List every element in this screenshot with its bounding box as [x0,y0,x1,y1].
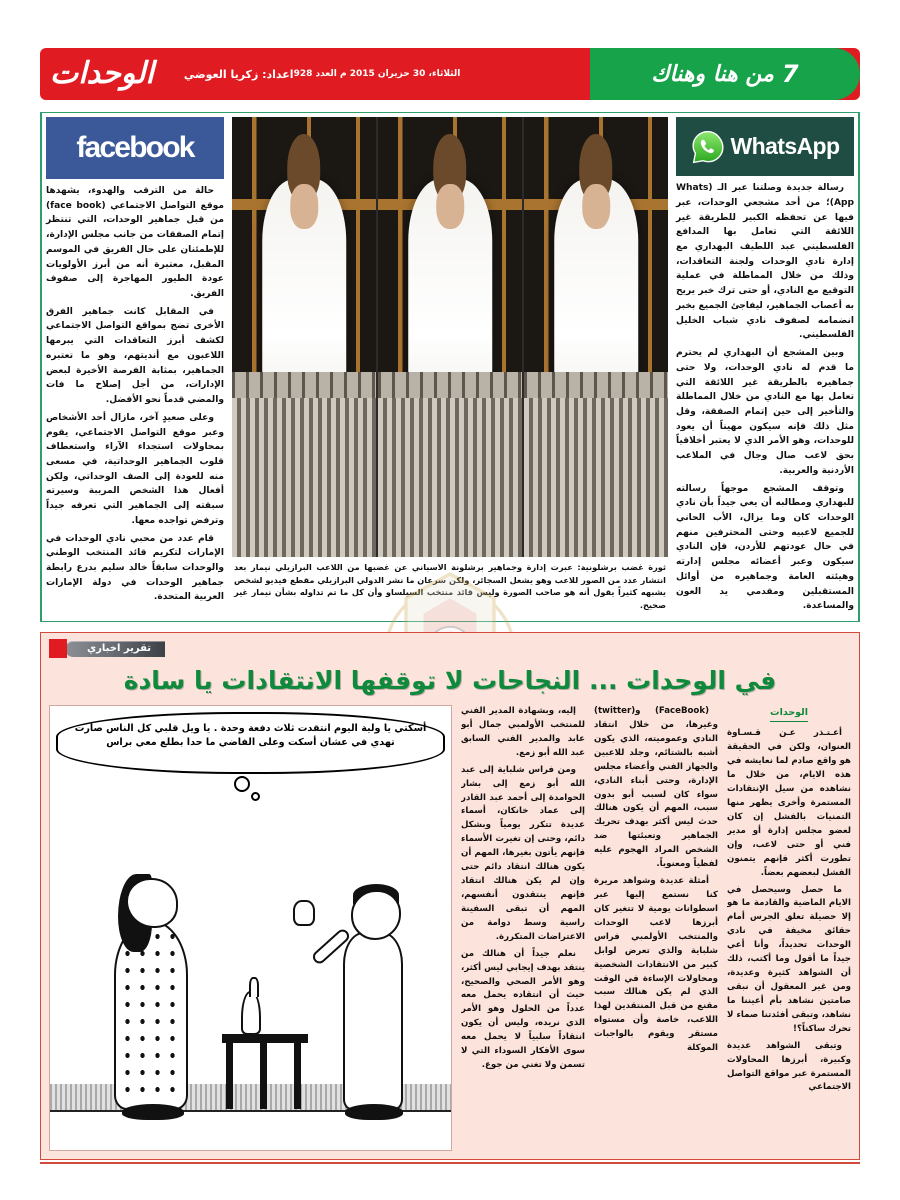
bottom-rule [40,1162,860,1164]
table-leg [226,1043,233,1109]
report-columns [49,705,851,1151]
table-leg [260,1043,267,1109]
photo-panel-2 [378,117,522,557]
masthead-byline: اعداد: زكريا العوضي [183,67,294,81]
facebook-body [46,184,224,608]
table-leg [294,1043,301,1109]
whatsapp-icon [691,130,725,164]
cartoon-man-shoes [345,1104,403,1120]
paragraph: حالة من الترقب والهدوء، يشهدها موقع التواصل الاجتماعي (face book) من قبل جماهير الوحدات، التي تنتظر إتمام الصفقات من جانب مجلس الإدارة، للإطمئنان على حال الفريق في الموسم المقبل، معتبرة أنه من أبرز الأولويات عودة الطيور المهاجرة إلى صفوف الفريق. [46,186,224,300]
whatsapp-logo-box [676,117,854,176]
paragraph: وبين المشجع أن البهداري لم يحترم ما قدم له نادي الوحدات، ولا حتى جماهيره بالطريقة غير اللائقة التي تعامل بها مع النادي من خلال المماطلة والتأخير إلى حين إتمام الصفقة، وقل مثل ذلك فإنه سيكون مهيناً أن يعود للوحدات، وهو الأمر الذي لا يعتبر أخلاقياً بحق لاعب صال وجال في الملاعب الأردنية والعربية. [676,348,854,476]
balcony-railing [378,372,522,557]
cartoon-man-arm [310,927,351,966]
whatsapp-body [676,181,854,617]
report-column-1 [727,705,851,1151]
paragraph: وتبقى الشواهد عديدة وكبيرة، أبرزها المحاولات المستمرة عبر مواقع التواصل الاجتماعي [727,1040,851,1093]
badge-red-cap [49,639,67,658]
publication-title: الوحدات [50,56,154,91]
cartoon-man-hand [293,900,315,926]
report-section [40,632,860,1160]
cartoon-bottle [241,991,261,1035]
cartoon-speech-bubble: أسكتي يا ولية اليوم انتقدت ثلاث دفعة وحدة . يا ويل قلبي كل الناس صارت تهدي في عشان أسكت وعلى الفاضي ما حدا بطلع معي براس [56,712,445,774]
section-tag [590,48,860,100]
cartoon-woman-dress-dots [120,928,182,1098]
photo-panel-1 [524,117,668,557]
cartoon-man-figure [343,932,403,1110]
photo-block [228,113,672,621]
paragraph: وعلى صعيدٍ آخر، مازال أحد الأشخاص وعبر موقع التواصل الاجتماعي، يقوم بمحاولات استجداء الآراء واستعطاف قلوب الجماهير الوحداتية، في مسعى منه للعودة إلى الصف الوحداتي، ولكن أفعال هذا الشخص المريبة وسيرته سبقته إلى الجماهير التي تعرفه جيداً وترفض تواجده معها. [46,412,224,526]
photo-caption: ثورة غضب برشلونية: عبرت إدارة وجماهير برشلونة الاسباني عن غضبها من اللاعب البرازيلي نيمار بعد انتشار عدد من الصور للاعب وهو يشعل السجائر، ولكن سرعان ما نشر الدولي البرازيلي مقطع فيديو لشخص يشبهه كثيراً يقول أنه هو صاحب الصورة وليس قائد منتخب السيلساو وأن كل ما تم تداوله بشأن نيمار غير صحيح. [234,562,666,611]
whatsapp-column [672,113,859,621]
masthead-date: الثلاثاء، 30 حزيران 2015 م العدد 928 [293,69,461,79]
whatsapp-logo [676,117,854,176]
report-type-badge: تقرير اخباري [65,641,165,657]
paragraph: أعـتـذر عـن قـسـاوة العنوان، ولكن في الحقيقة هو واقع صادم لما نعايشه في هذه الايام، من خلال ما نشاهده من سيل الإنتقادات المستمرة وأخرى يظهر منها التمنيات بالفشل إن كان لعضو مجلس إدارة أو مدير فني أو حتى لاعب، وإن تطورت أكثر فإنهم يتمنون الفشل لبعضهم بعضاً. [727,728,851,878]
section-tag-label: من هنا وهناك [651,61,774,87]
whatsapp-logo-text: WhatsApp [730,133,840,160]
cartoon-woman-head [126,878,178,928]
facebook-logo-text: facebook [76,131,194,164]
paragraph: أمثلة عديدة وشواهد مريرة كنا نستمع إليها عبر اسطوانات يومية لا تتغير كان أبرزها لاعب الوحدات والمنتخب الأولمبي فراس شلباية والذي تعرض لوابل كبير من الانتقادات الشخصية ومحاولات الإساءة في الوقت الذي لم يكن هنالك سبب مقنع من قبل المنتقدين لهذا اللاعب، خاصة وأن مستواه مستقر ويقوم بالواجبات الموكلة [594,876,718,1054]
cartoon-man-head [351,890,401,940]
facebook-column [41,113,228,621]
paragraph: رسالة جديدة وصلتنا عبر الـ (Whats App)؛ من أحد مشجعي الوحدات، عبر فيها عن تحفظه الكبير للطريقة غير اللائقة التي تعامل بها المدافع الفلسطيني عبد اللطيف البهداري مع إدارة نادي الوحدات ولجنة التعاقدات، وذلك من خلال المماطلة في عملية التوقيع مع النادي، أو حتى ترك خبر يريح به أعصاب الجماهير، ليفاجئ الجميع بخبر انضمامه لصفوف نادي شباب الخليل الفلسطيني. [676,183,854,341]
paragraph: في المقابل كانت جماهير الفرق الأخرى تضج بمواقع التواصل الاجتماعي لكشف أبرز التعاقدات التي يبرمها اللاعبون مع أنديتهم، وهو ما تعتبره الجماهير، بمثابة الفرصة الأخيرة لبعض الإدارات، من أجل إصلاح ما فات والمضي قدماً نحو الأفضل. [46,306,224,406]
cartoon-table [222,1034,308,1110]
paragraph: ومن فراس شلباية إلى عبد الله أبو زمع إلى بشار الحوامدة إلى أحمد عبد القادر إلى عماد خانكان، أسماء عديدة تتكرر يومياً وبشكل دائم، وحتى إن تغيرت الأسماء فإنهم يأتون بغيرها، المهم أن يكون هنالك انتقاد دائم حتى وإن لم يكن هنالك انتقاد فإنهم ينتقدون أنفسهم، المهم أن تبقى السفينة راسية وسط دوامة من الاعتراضات المتكررة. [461,764,585,942]
masthead [40,48,860,100]
report-byline: الوحدات [770,705,808,722]
paragraph: وتوقف المشجع موجهاً رسالته للبهداري ومطالبه أن يعي جيداً بأن نادي الوحدات كان وما يزال، الأب الحاني للجميع لاعبيه وحتى المحترفين منهم في حال عودتهم للأردن، فإن النادي سيكون وعبر أعضائه مجلس إدارته وهيئته العامة وجماهيره من أوائل المستقبلين ومقدمي يد العون والمساعدة. [676,483,854,612]
speech-bubble-tail-large [234,776,250,792]
facebook-logo-box [46,117,224,179]
speech-bubble-tail-small [251,792,260,801]
paragraph: إليه، وبشهادة المدير الفني للمنتخب الأولمبي جمال أبو عابد والمدير الفني السابق عبد الله أبو زمع. [461,706,585,758]
report-column-2 [594,705,718,1151]
cartoon-woman-figure [114,920,188,1110]
paragraph: (FaceBook) و(twitter) وغيرها، من خلال انتقاد النادي وعموميته، الذي يكون أشبه بالشتائم، وجلد للاعبين والجهاز الفني وأعضاء مجلس الإدارة، وحتى أبناء النادي، سواء كان لسبب أبو بدون سبب، المهم أن يكون هنالك حدث ليس أكثر بهدف تحريك الجماهير وتعبئتها ضد الشخص المراد الهجوم عليه لفظياً ومعنوياً. [594,706,718,870]
table-top [222,1034,308,1043]
page-number: 7 [781,60,799,88]
facebook-logo [46,117,224,179]
paragraph: قام عدد من محبي نادي الوحدات في الإمارات لتكريم قائد المنتخب الوطني والوحدات سابقاً خالد سليم بدرع رابطة جماهير الوحدات في دولة الإمارات العربية المتحدة. [46,533,224,603]
paragraph: ما حصل وسيحصل في الايام الماضية والقادمة ما هو إلا حصيلة تعلق الجرس أمام حقائق مخيفة في نادي الوحدات تحديداً، وأنا أعي جيداً ما أقول وما أكتب، ذلك أن الشواهد كثيرة وعديدة، ومن غير المعقول أن نبقى صامتين نشاهد بأم أعيننا ما نشاهد، وتبقى أفئدتنا صماء لا تحرك ساكناً؟! [727,884,851,1034]
balcony-railing [232,372,376,557]
photo-panel-3 [232,117,376,557]
balcony-railing [524,372,668,557]
byline-wrap [727,705,851,727]
badge-row [49,639,851,658]
top-section [40,112,860,622]
cartoon-woman-shoes [122,1104,184,1120]
report-headline: في الوحدات ... النجاحات لا توقفها الانتقادات يا سادة [123,666,777,695]
report-column-3 [461,705,585,1151]
paragraph: نعلم جيداً أن هنالك من ينتقد بهدف إيجابي ليس أكثر، وهو الأمر الصحي والصحيح، حيث أن انتقاده يحمل معه عدداً من الحلول وهو الأمر الذي نريده، وليس أن يكون انتقاداً سلبياً لا يحمل معه سوى الأفكار السوداء التي لا تسمن ولا تغني من جوع. [461,948,585,1071]
cartoon-illustration [49,705,452,1151]
photo-strip [232,117,668,557]
